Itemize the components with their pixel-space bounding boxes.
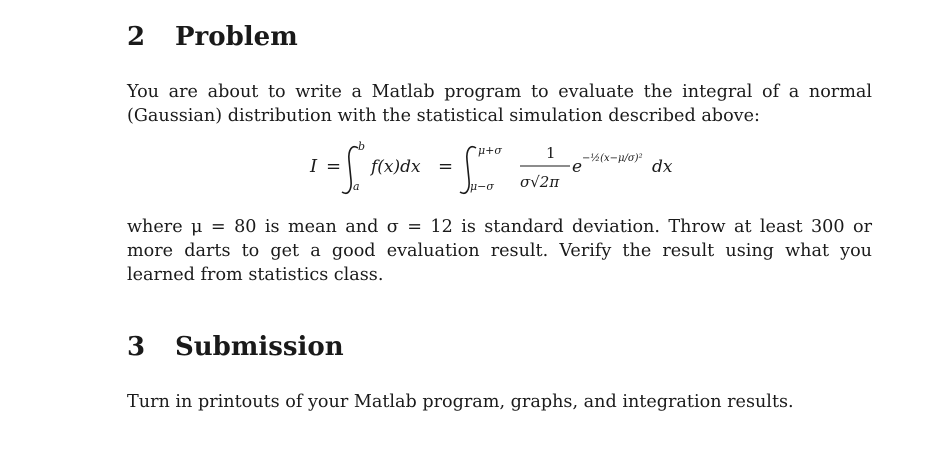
eq-upper-2: μ+σ xyxy=(478,144,502,157)
section-number: 2 xyxy=(127,22,146,52)
eq-integrand-1: f(x)dx xyxy=(371,157,421,177)
problem-intro-paragraph: You are about to write a Matlab program to evaluate the integral of a normal (Gaussian) distribution with the statistical simulation described above: xyxy=(127,82,872,126)
eq-upper-1: b xyxy=(358,140,366,153)
section-title: Submission xyxy=(175,332,344,362)
eq-differential: dx xyxy=(652,157,673,177)
eq-equals-2: = xyxy=(438,156,454,177)
submission-paragraph: Turn in printouts of your Matlab program, graphs, and integration results. xyxy=(127,392,794,412)
eq-lower-1: a xyxy=(353,180,360,193)
problem-heading xyxy=(127,22,298,52)
submission-heading xyxy=(127,332,344,362)
section-title: Problem xyxy=(175,22,298,52)
problem-where-paragraph: where μ = 80 is mean and σ = 12 is standard deviation. Throw at least 300 or more darts to get a good evaluation result. Verify the result using what you learned from statistics class. xyxy=(127,217,872,285)
eq-equals-1: = xyxy=(326,156,342,177)
eq-exponent: −½(x−μ/σ)² xyxy=(582,153,643,164)
eq-lower-2: μ−σ xyxy=(470,180,494,193)
integral-equation xyxy=(300,134,720,204)
eq-lhs: I xyxy=(310,156,318,177)
eq-numerator: 1 xyxy=(546,144,556,162)
eq-denominator: σ√2π xyxy=(520,173,560,191)
section-number: 3 xyxy=(127,332,146,362)
eq-exp-base: e xyxy=(572,157,583,177)
